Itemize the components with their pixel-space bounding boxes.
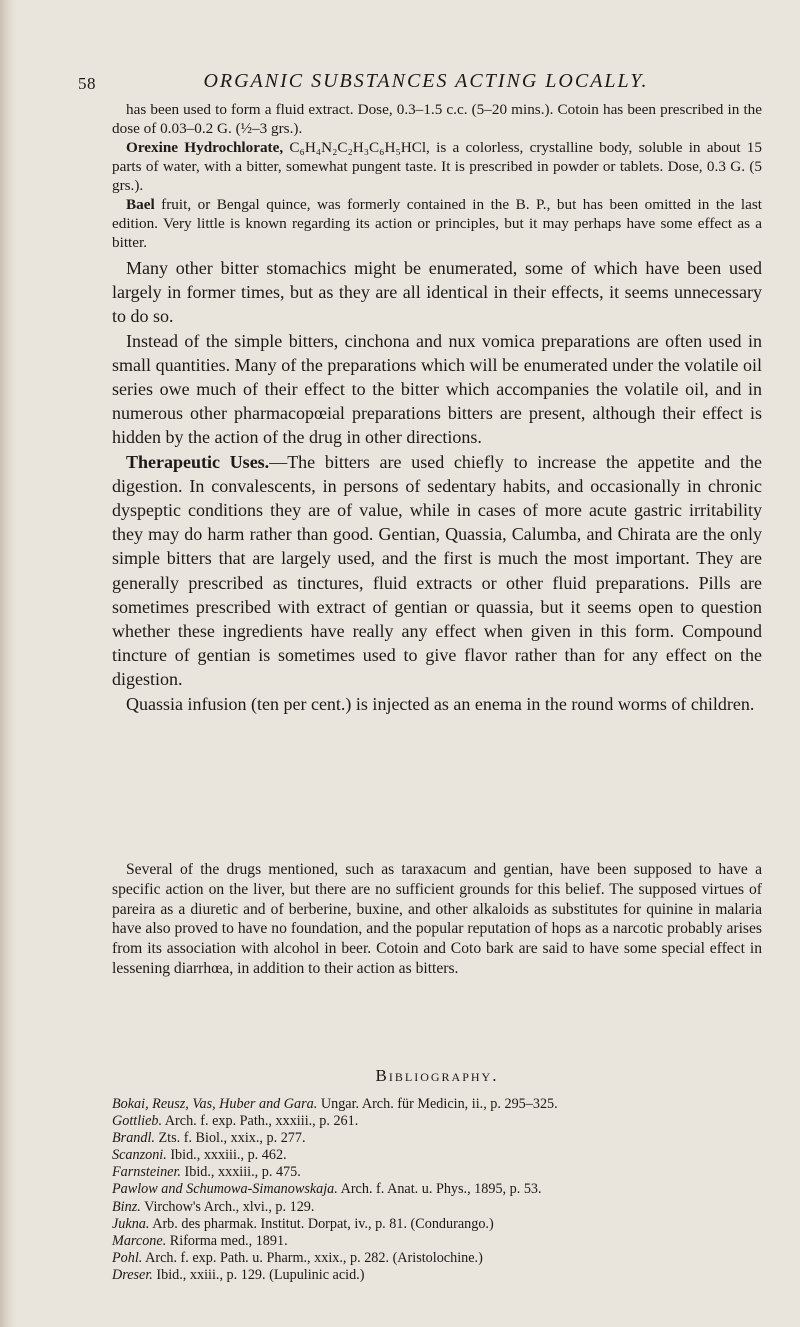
paragraph-text: has been used to form a fluid extract. Dose, 0.3–1.5 c.c. (5–20 mins.). Cotoin has been prescribed in the dose of 0.03–0.2 G. (½–3 grs.). <box>112 101 762 137</box>
paragraph-text: Many other bitter stomachics might be enumerated, some of which have been used largely in former times, but as they are all identical in their effects, it seems unnecessary to do so. <box>112 258 762 327</box>
drug-name-bael: Bael <box>126 196 155 213</box>
note-section <box>112 860 762 979</box>
bibliography-reference: Arch. f. exp. Path. u. Pharm., xxix., p. 282. (Aristolochine.) <box>142 1249 483 1266</box>
bibliography-reference: Ibid., xxxiii., p. 475. <box>180 1164 301 1181</box>
bibliography-authors: Scanzoni. <box>112 1147 167 1164</box>
bibliography-entry <box>112 1181 762 1198</box>
bibliography-authors: Pawlow and Schumowa-Simanowskaja. <box>112 1181 338 1198</box>
paragraph: Several of the drugs mentioned, such as taraxacum and gentian, have been supposed to have a specific action on the liver, but there are no sufficient grounds for this belief. The supposed virtues of pareira as a diuretic and of berberine, buxine, and other alkaloids as substitutes for quinine in malaria have also proved to have no foundation, and the popular reputation of hops as a narcotic probably arises from its association with alcohol in beer. Cotoin and Coto bark are said to have some special effect in lessening diarrhœa, in addition to their action as bitters. <box>112 861 762 977</box>
bibliography-authors: Brandl. <box>112 1130 155 1147</box>
bibliography-entry <box>112 1096 762 1113</box>
bibliography-entry <box>112 1233 762 1250</box>
paragraph <box>112 692 762 716</box>
bibliography-authors: Dreser. <box>112 1266 153 1283</box>
main-text-section <box>112 256 762 716</box>
bibliography-reference: Ibid., xxiii., p. 129. (Lupulinic acid.) <box>152 1266 365 1283</box>
page-binding-edge <box>0 0 16 1327</box>
paragraph-text: fruit, or Bengal quince, was formerly contained in the B. P., but has been omitted in the last edition. Very little is known regarding its action or principles, but it may perhaps have some effect as a bitter. <box>112 196 762 251</box>
bibliography-reference: Riforma med., 1891. <box>166 1232 288 1249</box>
bibliography-reference: Arb. des pharmak. Institut. Dorpat, iv., p. 81. (Condurango.) <box>149 1215 494 1232</box>
running-head: ORGANIC SUBSTANCES ACTING LOCALLY. <box>203 70 649 92</box>
bibliography-entry <box>112 1164 762 1181</box>
bibliography-reference: Arch. f. exp. Path., xxxiii., p. 261. <box>162 1113 359 1130</box>
bibliography-authors: Jukna. <box>112 1215 150 1232</box>
small-print-section <box>112 100 762 252</box>
bibliography-authors: Pohl. <box>112 1249 143 1266</box>
bibliography-list <box>112 1096 762 1284</box>
bibliography-authors: Farnsteiner. <box>112 1164 181 1181</box>
bibliography-entry <box>112 1113 762 1130</box>
paragraph-text: C₆H₄N₂C₂H₃C₆H₅HCl, is a colorless, crystalline body, soluble in about 15 parts of water, with a bitter, somewhat pungent taste. It is prescribed in powder or tablets. Dose, 0.3 G. (5 grs.). <box>112 139 762 194</box>
bibliography-entry <box>112 1267 762 1284</box>
drug-name-orexine: Orexine Hydrochlorate, <box>126 139 284 156</box>
bibliography-reference: Virchow's Arch., xlvi., p. 129. <box>140 1198 315 1215</box>
paragraph <box>112 100 762 138</box>
paragraph <box>112 256 762 329</box>
bibliography-authors: Gottlieb. <box>112 1113 163 1130</box>
bibliography-entry <box>112 1216 762 1233</box>
paragraph <box>112 450 762 692</box>
section-heading-therapeutic-uses: Therapeutic Uses. <box>126 451 270 472</box>
bibliography-reference: Zts. f. Biol., xxix., p. 277. <box>154 1130 306 1147</box>
bibliography-entry <box>112 1250 762 1267</box>
bibliography-reference: Ibid., xxxiii., p. 462. <box>166 1147 287 1164</box>
bibliography-title: Bibliography. <box>375 1066 499 1085</box>
paragraph <box>112 195 762 252</box>
bibliography-entry <box>112 1147 762 1164</box>
paragraph <box>112 138 762 195</box>
paragraph <box>112 329 762 450</box>
paragraph-text: Quassia infusion (ten per cent.) is injected as an enema in the round worms of children. <box>126 693 755 714</box>
bibliography-authors: Bokai, Reusz, Vas, Huber and Gara. <box>112 1096 318 1112</box>
paragraph-text: —The bitters are used chiefly to increase the appetite and the digestion. In convalescents, in persons of sedentary habits, and occasionally in chronic dyspeptic conditions they are of value, while in cases of more acute gastric irritability they may do harm rather than good. Gentian, Quassia, Calumba, and Chirata are the only simple bitters that are largely used, and the first is much the most important. They are generally prescribed as tinctures, fluid extracts or other fluid preparations. Pills are sometimes prescribed with extract of gentian or quassia, but it seems open to question whether these ingredients have really any effect when given in this form. Compound tincture of gentian is sometimes used to give flavor rather than for any effect on the digestion. <box>112 451 762 690</box>
bibliography-reference: Ungar. Arch. für Medicin, ii., p. 295–325. <box>317 1096 558 1112</box>
bibliography-authors: Binz. <box>112 1198 141 1215</box>
bibliography-entry <box>112 1130 762 1147</box>
paragraph-text: Instead of the simple bitters, cinchona and nux vomica preparations are often used in small quantities. Many of the preparations which will be enumerated under the volatile oil series owe much of their effect to the bitter which accompanies the volatile oil, and in numerous other pharmacopœial preparations bitters are present, although their effect is hidden by the action of the drug in other directions. <box>112 330 762 448</box>
bibliography-authors: Marcone. <box>112 1232 167 1249</box>
bibliography-entry <box>112 1199 762 1216</box>
bibliography-reference: Arch. f. Anat. u. Phys., 1895, p. 53. <box>337 1181 542 1198</box>
page-number: 58 <box>78 74 96 93</box>
